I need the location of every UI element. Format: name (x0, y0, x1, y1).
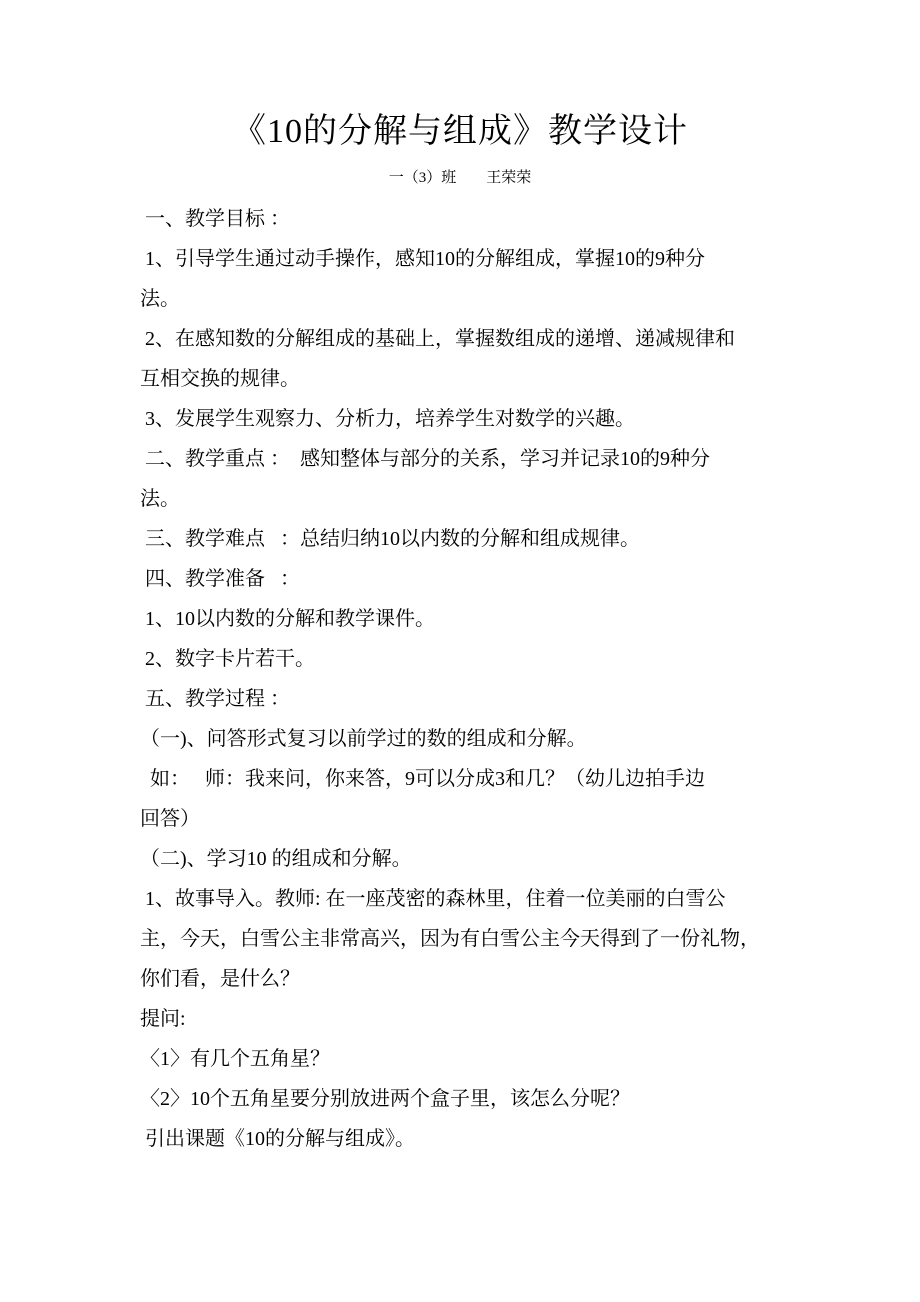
section-heading-objectives: 一、教学目标 ： (140, 208, 290, 230)
body-line: 〈1〉有几个五角星？ (140, 1048, 330, 1070)
body-line: （二)、学习10 的组成和分解。 (140, 848, 412, 870)
body-line: 互相交换的规律。 (140, 368, 300, 390)
body-line: 1、引导学生通过动手操作，感知10的分解组成，掌握10的9种分 (140, 248, 705, 270)
body-line: 主，今天，白雪公主非常高兴，因为有白雪公主今天得到了一份礼物， (140, 928, 760, 950)
body-line: 1、故事导入。教师: 在一座茂密的森林里，住着一位美丽的白雪公 (140, 888, 726, 910)
body-line: 2、在感知数的分解组成的基础上，掌握数组成的递增、递减规律和 (140, 328, 735, 350)
section-heading-difficulties: 三、教学难点 ：总结归纳10以内数的分解和组成规律。 (140, 528, 640, 550)
section-heading-preparation: 四、教学准备 ： (140, 568, 300, 590)
body-line: 2、数字卡片若干。 (140, 648, 315, 670)
body-line: 回答） (140, 808, 200, 830)
body-line: 法。 (140, 288, 180, 310)
body-line: 法。 (140, 488, 180, 510)
section-heading-process: 五、教学过程 ： (140, 688, 290, 710)
body-line: 引出课题《10的分解与组成》。 (140, 1128, 415, 1150)
section-heading-key-points: 二、教学重点 ： 感知整体与部分的关系，学习并记录10的9种分 (140, 448, 710, 470)
body-line: 〈2〉10个五角星要分别放进两个盒子里，该怎么分呢？ (140, 1088, 630, 1110)
body-line: 3、发展学生观察力、分析力，培养学生对数学的兴趣。 (140, 408, 635, 430)
body-line: （一)、问答形式复习以前学过的数的组成和分解。 (140, 728, 587, 750)
document-byline: 一（3）班 王荣荣 (388, 170, 532, 186)
document-body (140, 199, 792, 1159)
document-title: 《10的分解与组成》教学设计 (232, 113, 688, 150)
body-line: 提问: (140, 1008, 186, 1030)
body-line: 1、10以内数的分解和教学课件。 (140, 608, 435, 630)
body-line: 如： 师：我来问，你来答，9可以分成3和几？（幼儿边拍手边 (140, 768, 705, 790)
body-line: 你们看，是什么？ (140, 968, 300, 990)
